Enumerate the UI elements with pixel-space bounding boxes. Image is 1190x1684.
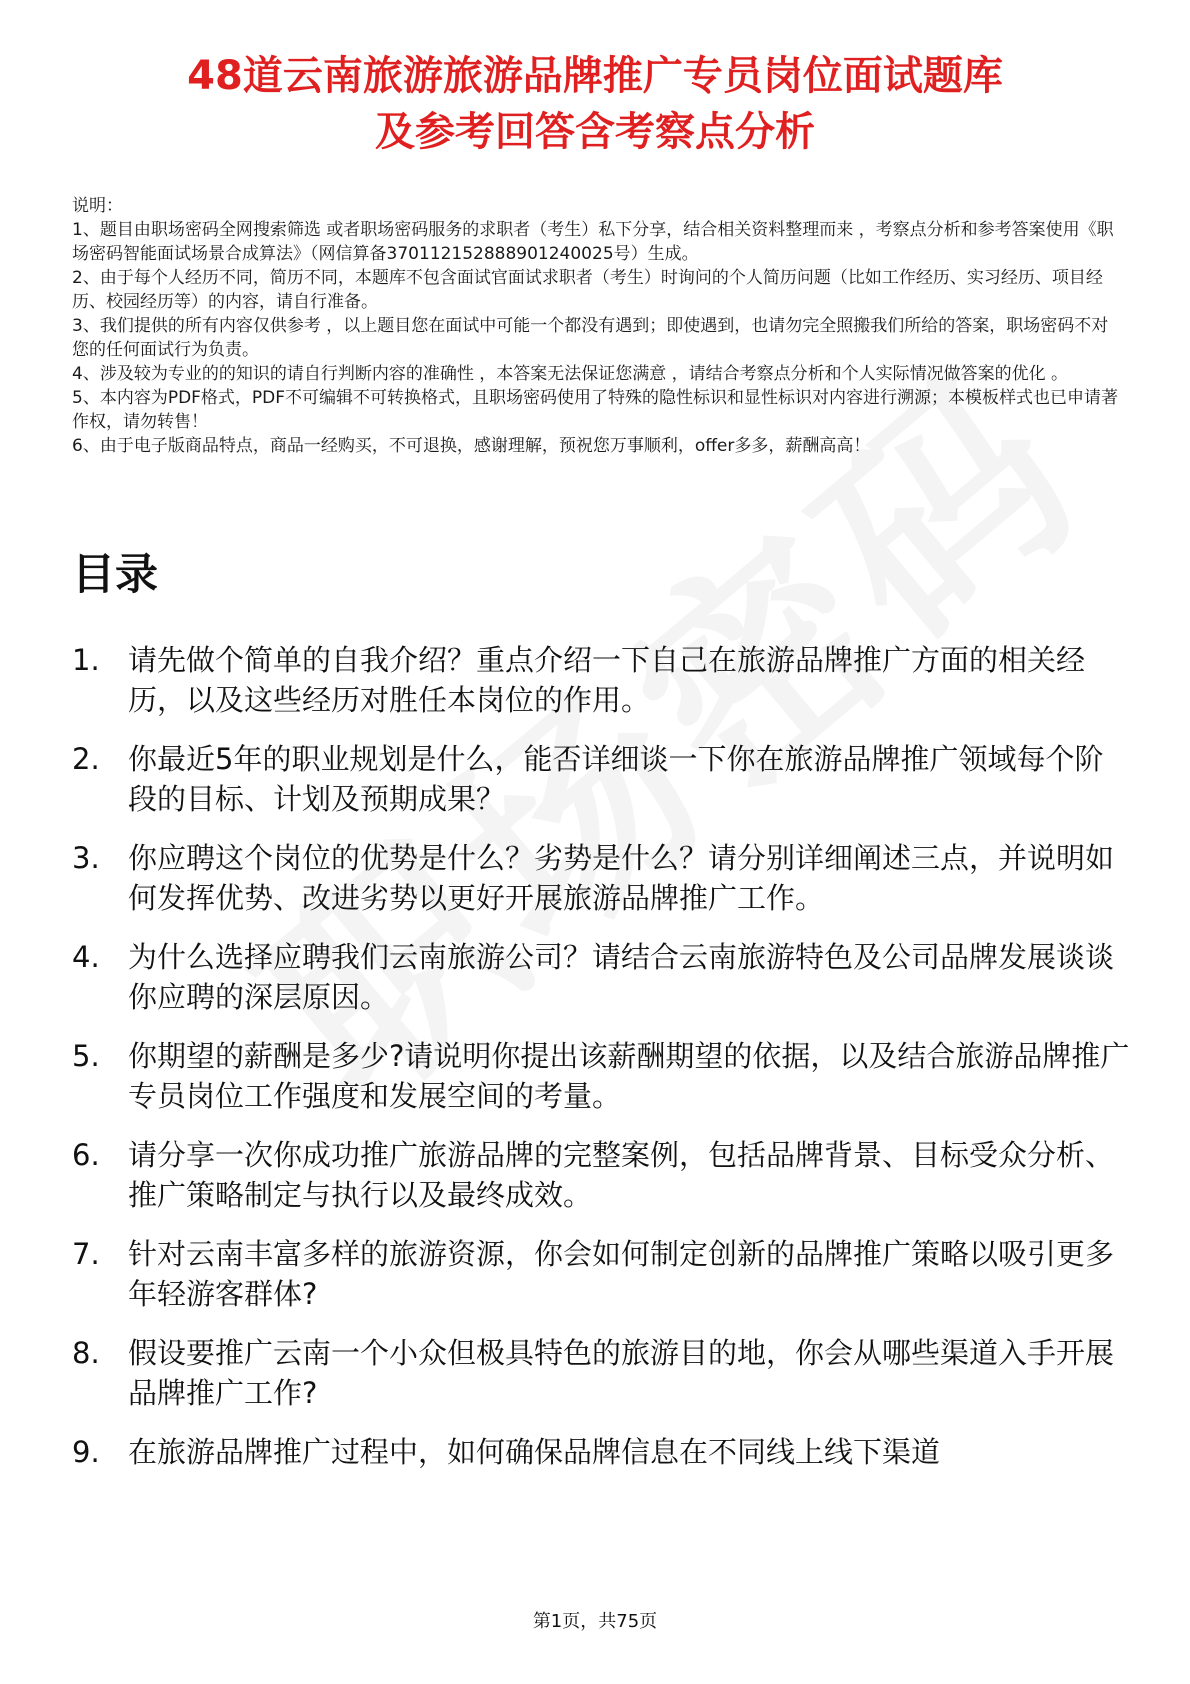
- toc-item-number: 3.: [72, 841, 100, 875]
- toc-item-2[interactable]: [72, 739, 1132, 819]
- toc-item-number: 5.: [72, 1039, 100, 1073]
- page-title-line-1: 48道云南旅游旅游品牌推广专员岗位面试题库: [187, 53, 1003, 99]
- toc-item-5[interactable]: [72, 1036, 1132, 1116]
- toc-item-number: 4.: [72, 940, 100, 974]
- page-title: [60, 48, 1130, 160]
- toc-item-9[interactable]: [72, 1432, 1132, 1472]
- toc-item-text: 假设要推广云南一个小众但极具特色的旅游目的地，你会从哪些渠道入手开展品牌推广工作?: [128, 1336, 1115, 1410]
- toc-item-text: 为什么选择应聘我们云南旅游公司？请结合云南旅游特色及公司品牌发展谈谈你应聘的深层原因。: [128, 940, 1115, 1014]
- toc-item-text: 请先做个简单的自我介绍？重点介绍一下自己在旅游品牌推广方面的相关经历，以及这些经历对胜任本岗位的作用。: [128, 643, 1086, 717]
- toc-item-text: 你最近5年的职业规划是什么，能否详细谈一下你在旅游品牌推广领域每个阶段的目标、计划及预期成果？: [128, 742, 1104, 816]
- toc-item-1[interactable]: [72, 640, 1132, 720]
- toc-item-4[interactable]: [72, 937, 1132, 1017]
- toc-item-number: 7.: [72, 1237, 100, 1271]
- note-item-6: 6、由于电子版商品特点，商品一经购买，不可退换，感谢理解，预祝您万事顺利，offer多多，薪酬高高！: [72, 436, 871, 456]
- toc-item-6[interactable]: [72, 1135, 1132, 1215]
- toc-item-3[interactable]: [72, 838, 1132, 918]
- note-item-3: 3、我们提供的所有内容仅供参考 ，以上题目您在面试中可能一个都没有遇到；即使遇到，也请勿完全照搬我们所给的答案，职场密码不对您的任何面试行为负责。: [72, 316, 1109, 360]
- toc-heading: 目录: [72, 550, 158, 600]
- page-title-line-2: 及参考回答含考察点分析: [375, 109, 815, 155]
- toc-item-text: 你期望的薪酬是多少?请说明你提出该薪酬期望的依据，以及结合旅游品牌推广专员岗位工作强度和发展空间的考量。: [128, 1039, 1130, 1113]
- toc-item-text: 你应聘这个岗位的优势是什么？劣势是什么？请分别详细阐述三点，并说明如何发挥优势、改进劣势以更好开展旅游品牌推广工作。: [128, 841, 1115, 915]
- toc-item-number: 2.: [72, 742, 100, 776]
- toc-item-text: 请分享一次你成功推广旅游品牌的完整案例，包括品牌背景、目标受众分析、推广策略制定与执行以及最终成效。: [128, 1138, 1115, 1212]
- toc-item-text: 针对云南丰富多样的旅游资源，你会如何制定创新的品牌推广策略以吸引更多年轻游客群体?: [128, 1237, 1115, 1311]
- note-item-5: 5、本内容为PDF格式，PDF不可编辑不可转换格式，且职场密码使用了特殊的隐性标识和显性标识对内容进行溯源；本模板样式也已申请著作权，请勿转售！: [72, 388, 1119, 432]
- toc-item-number: 6.: [72, 1138, 100, 1172]
- toc-item-number: 9.: [72, 1435, 100, 1469]
- notes-section: [72, 194, 1122, 458]
- toc-item-number: 8.: [72, 1336, 100, 1370]
- note-item-4: 4、涉及较为专业的的知识的请自行判断内容的准确性 ，本答案无法保证您满意 ，请结合考察点分析和个人实际情况做答案的优化 。: [72, 364, 1069, 384]
- toc-list: [72, 640, 1132, 1491]
- toc-item-number: 1.: [72, 643, 100, 677]
- page-footer: 第1页，共75页: [532, 1611, 658, 1632]
- toc-item-8[interactable]: [72, 1333, 1132, 1413]
- notes-heading: 说明：: [72, 196, 123, 216]
- note-item-1: 1、题目由职场密码全网搜索筛选 或者职场密码服务的求职者（考生）私下分享，结合相关资料整理而来 ，考察点分析和参考答案使用《职场密码智能面试场景合成算法》（网信算备370112152888901240025号）生成。: [72, 220, 1114, 264]
- toc-item-7[interactable]: [72, 1234, 1132, 1314]
- note-item-2: 2、由于每个人经历不同，简历不同，本题库不包含面试官面试求职者（考生）时询问的个人简历问题（比如工作经历、实习经历、项目经历、校园经历等）的内容，请自行准备。: [72, 268, 1103, 312]
- toc-item-text: 在旅游品牌推广过程中，如何确保品牌信息在不同线上线下渠道: [128, 1435, 941, 1469]
